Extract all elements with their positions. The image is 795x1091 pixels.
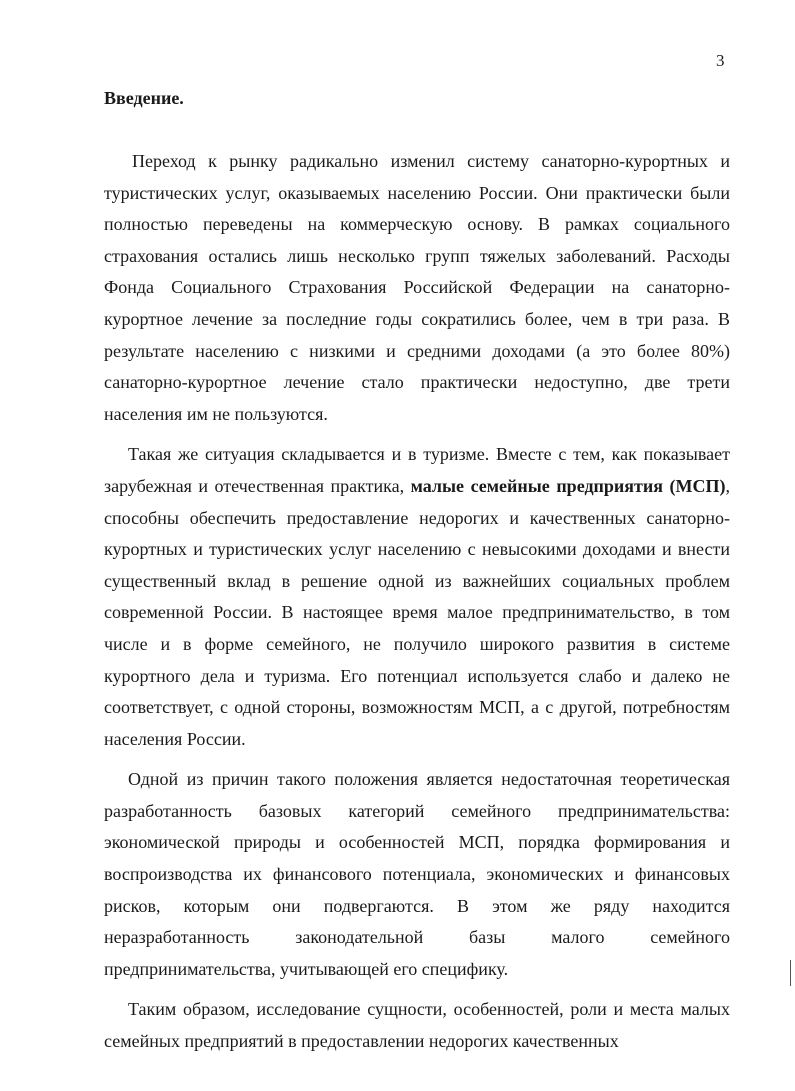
paragraph-2 xyxy=(104,439,730,755)
paragraph-4: Таким образом, исследование сущности, особенностей, роли и места малых семейных предприятий в предоставлении недорогих качественных xyxy=(104,999,730,1052)
page-number: 3 xyxy=(716,51,725,70)
paragraph-1: Переход к рынку радикально изменил систему санаторно-курортных и туристических услуг, оказываемых населению России. Они практически были полностью переведены на коммерческую основу. В рамках социального страхования остались лишь несколько групп тяжелых заболеваний. Расходы Фонда Социального Страхования Российской Федерации на санаторно-курортное лечение за последние годы сократились более, чем в три раза. В результате населению с низкими и средними доходами (а это более 80%) санаторно-курортное лечение стало практически недоступно, две трети населения им не пользуются. xyxy=(104,151,730,424)
document-body xyxy=(104,146,730,1067)
paragraph-2-bold-term: малые семейные предприятия (МСП) xyxy=(410,475,726,496)
paragraph-2-text-before: Такая же ситуация складывается и в туризме. Вместе с тем, как показывает зарубежная и отечественная практика, xyxy=(104,444,730,496)
paragraph-2-text-after: , способны обеспечить предоставление недорогих и качественных санаторно-курортных и туристических услуг населению с невысокими доходами и внести существенный вклад в решение одной из важнейших социальных проблем современной России. В настоящее время малое предпринимательство, в том числе и в форме семейного, не получило широкого развития в системе курортного дела и туризма. Его потенциал используется слабо и далеко не соответствует, с одной стороны, возможностям МСП, а с другой, потребностям населения России. xyxy=(104,475,730,749)
page-title: Введение. xyxy=(104,88,184,108)
scan-margin-mark xyxy=(790,960,791,986)
paragraph-3: Одной из причин такого положения является недостаточная теоретическая разработанность базовых категорий семейного предпринимательства: экономической природы и особенностей МСП, порядка формирования и воспроизводства их финансового потенциала, экономических и финансовых рисков, которым они подвергаются. В этом же ряду находится неразработанность законодательной базы малого семейного предпринимательства, учитывающей его специфику. xyxy=(104,769,730,979)
